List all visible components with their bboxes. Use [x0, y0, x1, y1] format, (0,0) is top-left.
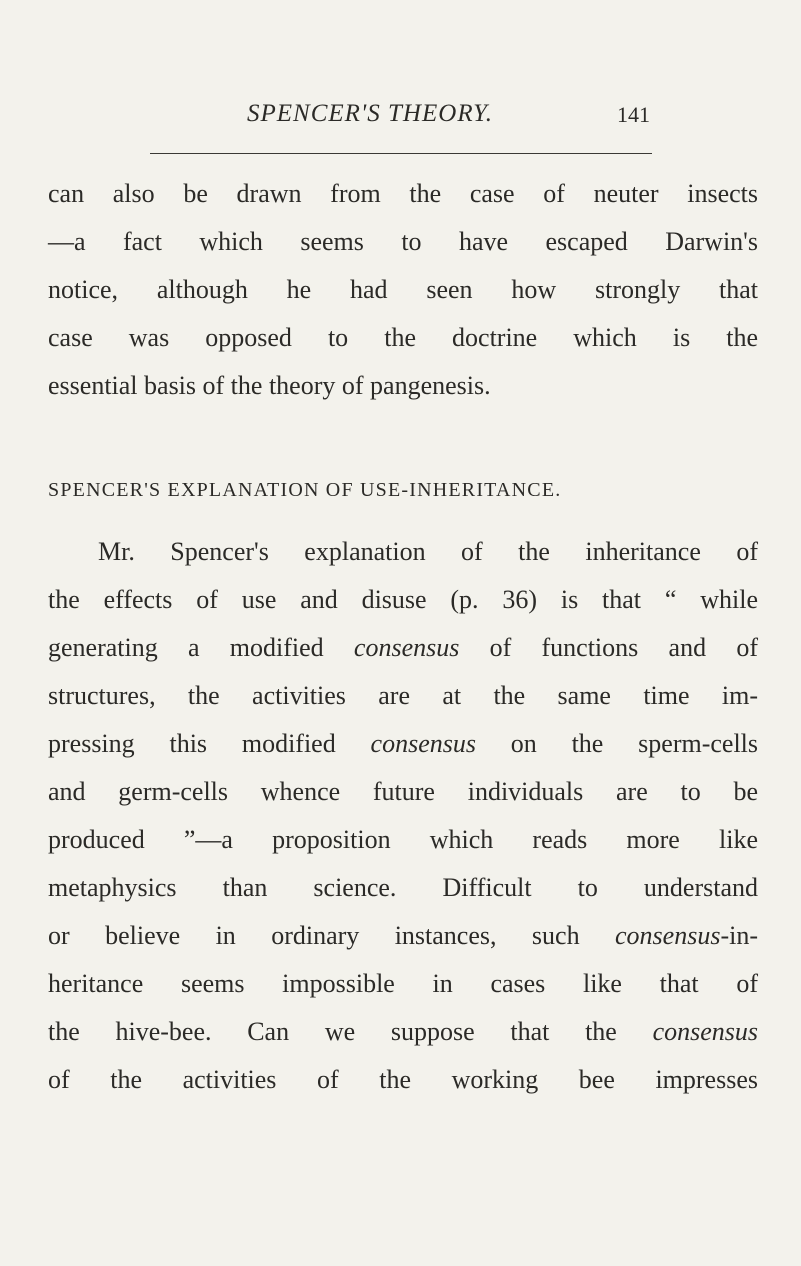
italic-term: consensus	[615, 921, 721, 950]
text-run: of functions and of	[459, 633, 758, 662]
paragraph-1	[48, 170, 758, 410]
text-line: case was opposed to the doctrine which is the	[48, 323, 758, 352]
text-line: can also be drawn from the case of neuter insects	[48, 179, 758, 208]
text-run: generating a modified	[48, 633, 354, 662]
text-line: metaphysics than science. Difficult to understand	[48, 873, 758, 902]
text-line: the effects of use and disuse (p. 36) is that “ while	[48, 585, 758, 614]
text-line	[48, 624, 758, 672]
page-body	[48, 170, 758, 1104]
text-run: on the sperm-cells	[475, 729, 759, 758]
text-run: pressing this modified	[48, 729, 371, 758]
page-number: 141	[617, 102, 650, 127]
text-line: notice, although he had seen how strongly that	[48, 275, 758, 304]
text-line: and germ-cells whence future individuals are to be	[48, 777, 758, 806]
italic-term: consensus	[652, 1017, 758, 1046]
section-heading	[48, 466, 758, 514]
text-line: heritance seems impossible in cases like that of	[48, 969, 758, 998]
text-run: or believe in ordinary instances, such	[48, 921, 616, 950]
italic-term: consensus	[370, 729, 476, 758]
text-line	[48, 1008, 758, 1056]
text-line	[48, 720, 758, 768]
running-title: SPENCER'S THEORY.	[247, 100, 493, 127]
text-line: structures, the activities are at the same time im-	[48, 681, 758, 710]
text-line: essential basis of the theory of pangenesis.	[48, 371, 491, 400]
italic-term: consensus	[353, 633, 460, 662]
section-heading-text: SPENCER'S EXPLANATION OF USE-INHERITANCE.	[48, 479, 562, 501]
text-line: Mr. Spencer's explanation of the inheritance of	[98, 537, 758, 566]
text-line: of the activities of the working bee impresses	[48, 1065, 758, 1094]
text-run: the hive-bee. Can we suppose that the	[48, 1017, 653, 1046]
header-rule	[150, 153, 652, 154]
running-head	[150, 96, 650, 136]
text-run: -in-	[720, 921, 758, 950]
text-line	[48, 912, 758, 960]
text-line: produced ”—a proposition which reads more like	[48, 825, 758, 854]
text-line: —a fact which seems to have escaped Darwin's	[48, 227, 758, 256]
paragraph-2	[48, 528, 758, 1104]
